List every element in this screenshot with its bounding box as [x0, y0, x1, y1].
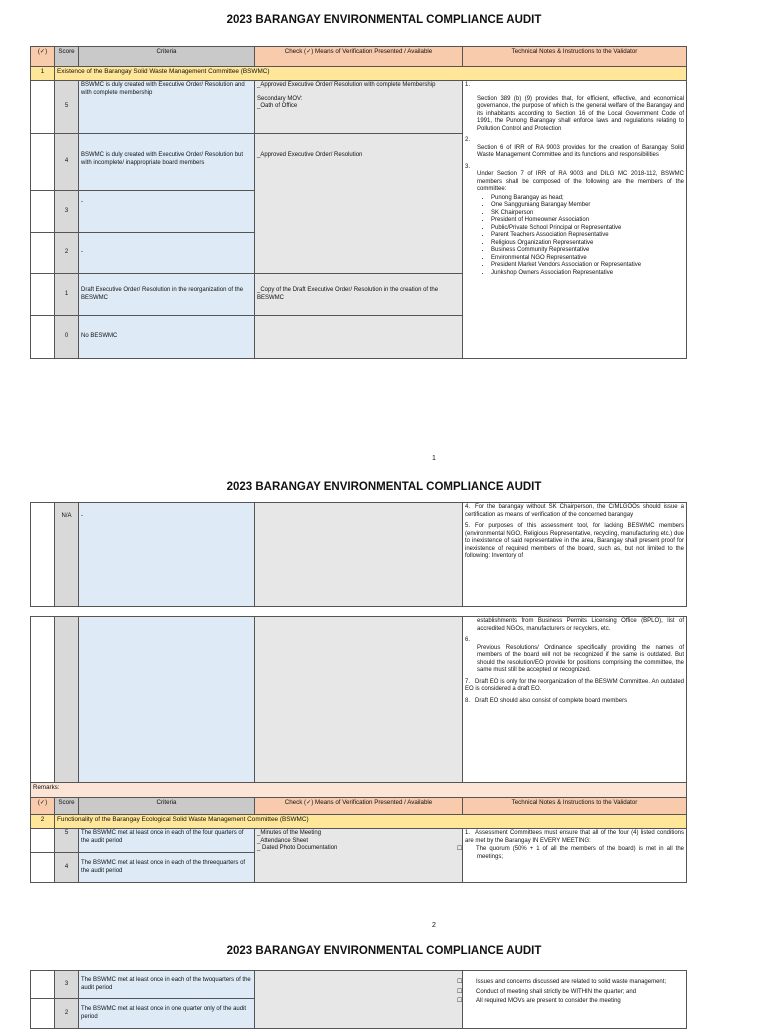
criteria-cell	[79, 617, 255, 783]
criteria-cell: -	[79, 233, 255, 274]
section1-table	[30, 46, 687, 359]
score-cell: N/A	[55, 503, 79, 607]
mov-cell	[255, 971, 463, 1029]
mov-item: _Approved Executive Order/ Resolution with complete Membership	[257, 82, 436, 88]
criteria-cell: -	[79, 191, 255, 233]
score-cell: 4	[55, 853, 79, 883]
mov-item: _Attendance Sheet	[257, 837, 309, 844]
section1-table-cont2	[30, 616, 687, 883]
mov-cell: _Approved Executive Order/ Resolution	[255, 134, 463, 274]
check-cell[interactable]	[31, 134, 55, 191]
technical-notes: 4. For the barangay without SK Chairperson, the C/MLGOOs should issue a certification as means of verification of the concerned barangay 5. For purposes of this assessment tool, for lacking BESWMC members (environmental NGO, Religious Representative, recycling, manufacturing etc.) due to inexistence of said representative in the area, Barangay shall present proof for inexistence of required members of the board, such as, but not limited to the following: Inventory of	[463, 503, 687, 607]
score-cell: 5	[55, 829, 79, 853]
mov-item: _Oath of Office	[257, 103, 298, 109]
mov-cell	[255, 81, 463, 134]
header-check: (✓)	[31, 47, 55, 67]
score-cell	[55, 617, 79, 783]
score-cell: 5	[55, 81, 79, 134]
check-cell[interactable]	[31, 81, 55, 134]
technical-notes: establishments from Business Permits Licensing Office (BPLO), list of accredited NGOs, manufacturers or recyclers, etc. 6. Previous Resolutions/ Ordinance specifically providing the names of members of the board will not be recognized if the same is outdated. But should the resolution/EO provide for positions comprising the committee, the same must still be accepted or recognized. 7. Draft EO is only for the reorganization of the BESWM Committee. An outdated EO is considered a draft EO. 8. Draft EO should also consist of complete board members	[463, 617, 687, 783]
section-title: Functionality of the Barangay Ecological Solid Waste Management Committee (BSWMC)	[55, 815, 687, 829]
criteria-cell: -	[79, 503, 255, 607]
header-score: Score	[55, 47, 79, 67]
header-criteria: Criteria	[79, 47, 255, 67]
check-cell[interactable]	[31, 853, 55, 883]
header-check: (✓)	[31, 798, 55, 815]
header-mov: Check (✓) Means of Verification Presented / Available	[255, 47, 463, 67]
mov-item: Secondary MOV:	[257, 95, 303, 102]
criteria-cell: The BSWMC met at least once in each of the four quarters of the audit period	[79, 829, 255, 853]
score-cell: 2	[55, 999, 79, 1029]
score-cell: 4	[55, 134, 79, 191]
page-title: 2023 BARANGAY ENVIRONMENTAL COMPLIANCE AUDIT	[226, 14, 542, 26]
check-cell[interactable]	[31, 503, 55, 607]
score-cell: 2	[55, 233, 79, 274]
mov-cell	[255, 617, 463, 783]
check-cell[interactable]	[31, 617, 55, 783]
header-notes: Technical Notes & Instructions to the Validator	[463, 47, 687, 67]
criteria-cell: The BSWMC met at least once in each of the threequarters of the audit period	[79, 853, 255, 883]
technical-notes: 1. Section 389 (b) (9) provides that, for efficient, effective, and economical governance, the purpose of which is the general welfare of the Barangay and its inhabitants according to Section 16 of the Local Government Code of 1991, the Punong Barangay shall enforce laws and regulations relating to Pollution Control and Protection 2. Section 6 of IRR of RA 9003 provides for the creation of Barangay Solid Waste Management Committee and its functions and responsibilities 3. Under Section 7 of IRR of RA 9003 and DILG MC 2018-112, BSWMC members shall be composed of the following are the members of the committee: • Punong Barangay as head; • One Sangguniang Barangay Member • SK Chairperson • President of Homeowner Association • Public/Private School Principal or Representative • Parent Teachers Association Representative • Religious Organization Representative • Business Community Representative • Environmental NGO Representative • President Market Vendors Association or Representative • Junkshop Owners Association Representative	[463, 81, 687, 359]
page-number: 1	[432, 455, 436, 462]
criteria-cell: The BSWMC met at least once in each of the twoquarters of the audit period	[79, 971, 255, 999]
check-cell[interactable]	[31, 274, 55, 316]
members-list: • Punong Barangay as head; • One Sangguniang Barangay Member • SK Chairperson • President of Homeowner Association • Public/Private School Principal or Representative • Parent Teachers Association Representative • Religious Organization Representative • Business Community Representative • Environmental NGO Representative • President Market Vendors Association or Representative • Junkshop Owners Association Representative	[465, 195, 684, 278]
criteria-cell: No BESWMC	[79, 316, 255, 359]
mov-item: _Minutes of the Meeting	[257, 830, 322, 836]
mov-cell	[255, 316, 463, 359]
criteria-cell: Draft Executive Order/ Resolution in the reorganization of the BESWMC	[79, 274, 255, 316]
remarks-label: Remarks:	[31, 783, 687, 798]
header-mov: Check (✓) Means of Verification Presented / Available	[255, 798, 463, 815]
mov-cell: _Copy of the Draft Executive Order/ Resolution in the creation of the BESWMC	[255, 274, 463, 316]
check-cell[interactable]	[31, 999, 55, 1029]
section2-table-cont	[30, 970, 687, 1029]
score-cell: 3	[55, 971, 79, 999]
criteria-cell: BSWMC is duly created with Executive Order/ Resolution but with incomplete/ inappropriate board members	[79, 134, 255, 191]
mov-cell	[255, 829, 463, 883]
mov-item: _ Dated Photo Documentation	[257, 845, 338, 851]
section-number: 1	[31, 67, 55, 81]
check-cell[interactable]	[31, 829, 55, 853]
check-cell[interactable]	[31, 316, 55, 359]
check-cell[interactable]	[31, 233, 55, 274]
criteria-cell: BSWMC is duly created with Executive Order/ Resolution and with complete membership	[79, 81, 255, 134]
score-cell: 1	[55, 274, 79, 316]
mov-cell	[255, 503, 463, 607]
section-title: Existence of the Barangay Solid Waste Management Committee (BSWMC)	[55, 67, 687, 81]
score-cell: 3	[55, 191, 79, 233]
section1-table-cont	[30, 502, 687, 607]
page-number: 2	[432, 922, 436, 929]
section-number: 2	[31, 815, 55, 829]
check-cell[interactable]	[31, 971, 55, 999]
technical-notes: 1. Assessment Committees must ensure that all of the four (4) listed conditions are met by the Barangay IN EVERY MEETING: ☐ The quorum (50% + 1 of all the members of the board) is met in all the meetings;	[463, 829, 687, 883]
criteria-cell: The BSWMC met at least once in one quarter only of the audit period	[79, 999, 255, 1029]
page-title: 2023 BARANGAY ENVIRONMENTAL COMPLIANCE AUDIT	[226, 945, 542, 957]
header-score: Score	[55, 798, 79, 815]
check-cell[interactable]	[31, 191, 55, 233]
header-notes: Technical Notes & Instructions to the Validator	[463, 798, 687, 815]
score-cell: 0	[55, 316, 79, 359]
page-title: 2023 BARANGAY ENVIRONMENTAL COMPLIANCE AUDIT	[226, 481, 542, 493]
header-criteria: Criteria	[79, 798, 255, 815]
technical-notes: ☐ Issues and concerns discussed are related to solid waste management; ☐ Conduct of meeting shall strictly be WITHIN the quarter; and ☐ All required MOVs are present to consider the meeting	[463, 971, 687, 1029]
